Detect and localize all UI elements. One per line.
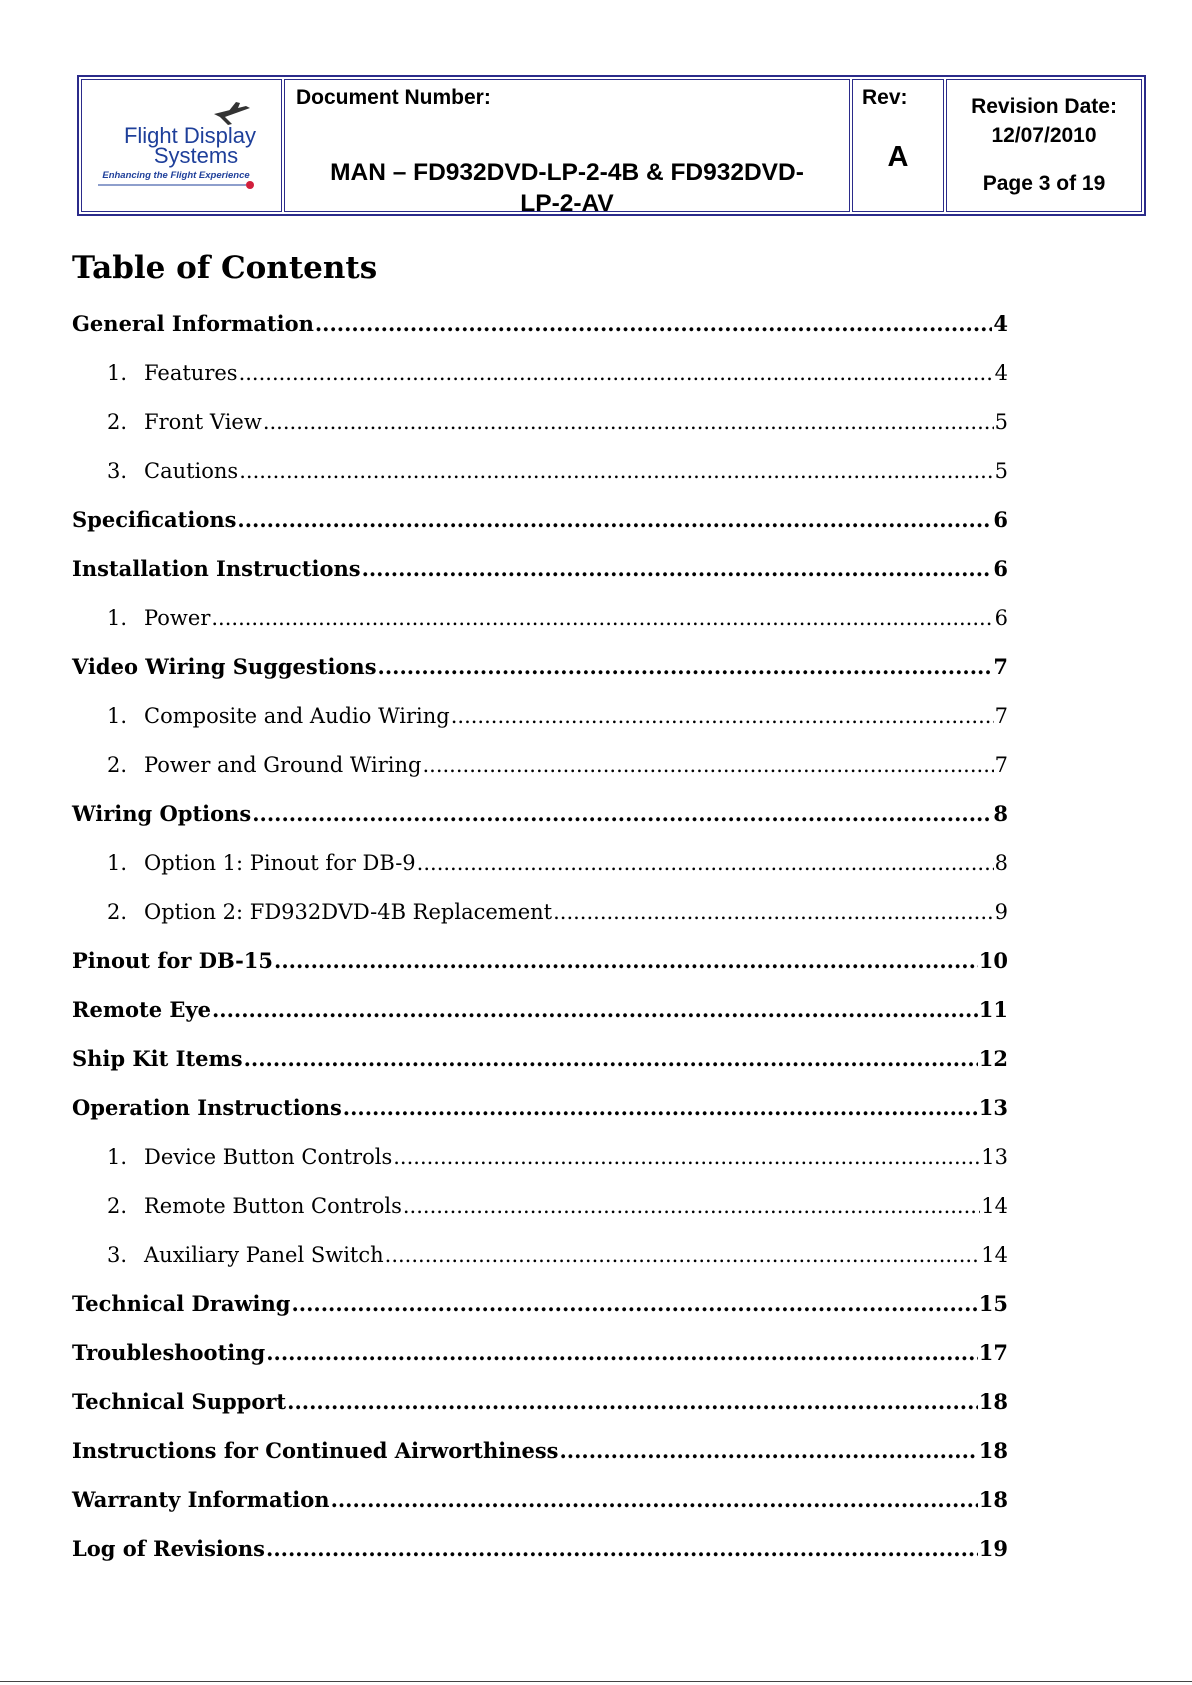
toc-entry-page: 14 [981, 1194, 1008, 1218]
toc-entry-subsection[interactable] [107, 848, 1008, 878]
toc-dot-leader [331, 1485, 978, 1515]
toc-dot-leader [274, 946, 978, 976]
toc-entry-title: Troubleshooting [72, 1340, 266, 1365]
toc-entry-title: Wiring Options [72, 801, 252, 826]
toc-entry-number: 3. [107, 1243, 128, 1267]
toc-entry-section[interactable] [72, 1387, 1008, 1417]
toc-entry-page: 4 [993, 311, 1008, 336]
toc-entry-page: 6 [993, 556, 1008, 581]
toc-entry-title: Installation Instructions [72, 556, 361, 581]
toc-entry-subsection[interactable] [107, 1191, 1008, 1221]
toc-entry-section[interactable] [72, 1338, 1008, 1368]
toc-entry-subsection[interactable] [107, 603, 1008, 633]
toc-entry-section[interactable] [72, 1289, 1008, 1319]
toc-entry-section[interactable] [72, 309, 1008, 339]
toc-dot-leader [403, 1191, 980, 1221]
toc-entry-number: 1. [107, 606, 128, 630]
toc-entry-number: 2. [107, 753, 128, 777]
toc-dot-leader [211, 603, 993, 633]
toc-title: Table of Contents [72, 250, 378, 286]
toc-dot-leader [553, 897, 994, 927]
toc-entry-page: 17 [978, 1340, 1008, 1365]
toc-entry-number: 2. [107, 900, 128, 924]
toc-entry-number: 2. [107, 410, 128, 434]
toc-entry-page: 5 [994, 410, 1008, 434]
document-header [77, 75, 1146, 216]
toc-entry-title: Power and Ground Wiring [144, 753, 422, 777]
toc-entry-title: Remote Button Controls [144, 1194, 402, 1218]
logo-dot [246, 181, 254, 189]
toc-entry-subsection[interactable] [107, 456, 1008, 486]
toc-entry-subsection[interactable] [107, 1240, 1008, 1270]
toc-entry-title: Option 2: FD932DVD-4B Replacement [144, 900, 553, 924]
toc-entry-title: Power [144, 606, 211, 630]
logo-line2: Systems [153, 143, 239, 168]
rev-value: A [887, 141, 909, 173]
toc-entry-title: Option 1: Pinout for DB-9 [144, 851, 416, 875]
toc-entry-subsection[interactable] [107, 358, 1008, 388]
toc-entry-page: 11 [978, 997, 1008, 1022]
airplane-icon [214, 102, 250, 125]
toc-entry-page: 8 [994, 851, 1008, 875]
logo-line1: Flight Display [123, 123, 257, 148]
toc-entry-number: 3. [107, 459, 128, 483]
toc-entry-page: 7 [993, 654, 1008, 679]
toc-dot-leader [266, 1338, 978, 1368]
toc-entry-page: 12 [978, 1046, 1008, 1071]
toc-entry-number: 1. [107, 851, 128, 875]
toc-entry-page: 8 [993, 801, 1008, 826]
page-bottom-rule [0, 1681, 1192, 1682]
toc-entry-title: Device Button Controls [144, 1145, 393, 1169]
toc-dot-leader [244, 1044, 978, 1074]
toc-entry-page: 6 [994, 606, 1008, 630]
toc-entry-title: Front View [144, 410, 262, 434]
flight-display-systems-logo [96, 102, 268, 194]
toc-entry-section[interactable] [72, 1093, 1008, 1123]
toc-entry-subsection[interactable] [107, 1142, 1008, 1172]
toc-entry-page: 18 [978, 1389, 1008, 1414]
toc-dot-leader [239, 358, 994, 388]
toc-entry-title: Ship Kit Items [72, 1046, 243, 1071]
toc-dot-leader [315, 309, 993, 339]
toc-entry-subsection[interactable] [107, 750, 1008, 780]
toc-entry-title: Remote Eye [72, 997, 211, 1022]
toc-dot-leader [385, 1240, 981, 1270]
toc-entry-page: 19 [978, 1536, 1008, 1561]
toc-dot-leader [266, 1534, 978, 1564]
toc-entry-page: 9 [994, 900, 1008, 924]
toc-dot-leader [417, 848, 994, 878]
toc-entry-page: 18 [978, 1487, 1008, 1512]
toc-entry-title: Auxiliary Panel Switch [144, 1243, 384, 1267]
toc-entry-page: 5 [994, 459, 1008, 483]
toc-entry-title: Technical Support [72, 1389, 287, 1414]
toc-entry-title: General Information [72, 311, 314, 336]
toc-entry-title: Technical Drawing [72, 1291, 291, 1316]
toc-dot-leader [239, 456, 993, 486]
toc-entry-page: 7 [994, 704, 1008, 728]
toc-dot-leader [422, 750, 993, 780]
toc-entry-section[interactable] [72, 1436, 1008, 1466]
toc-entry-section[interactable] [72, 505, 1008, 535]
rev-label: Rev: [862, 86, 908, 109]
toc-dot-leader [237, 505, 992, 535]
document-number-label: Document Number: [296, 86, 491, 109]
toc-entry-title: Pinout for DB-15 [72, 948, 274, 973]
toc-entry-section[interactable] [72, 1044, 1008, 1074]
toc-entry-title: Log of Revisions [72, 1536, 266, 1561]
toc-entry-title: Warranty Information [72, 1487, 330, 1512]
revision-date-label: Revision Date: [971, 95, 1117, 118]
document-number-value [285, 157, 849, 219]
toc-dot-leader [287, 1387, 978, 1417]
toc-dot-leader [378, 652, 993, 682]
document-number-line1: MAN – FD932DVD-LP-2-4B & FD932DVD- [330, 159, 804, 186]
page-number: Page 3 of 19 [982, 172, 1106, 195]
toc-entry-subsection[interactable] [107, 701, 1008, 731]
toc-entry-page: 13 [978, 1095, 1008, 1120]
toc-entry-section[interactable] [72, 652, 1008, 682]
toc-entry-section[interactable] [72, 799, 1008, 829]
logo-tagline: Enhancing the Flight Experience [102, 170, 250, 181]
toc-entry-title: Cautions [144, 459, 239, 483]
toc-entry-title: Instructions for Continued Airworthiness [72, 1438, 559, 1463]
toc-entry-title: Specifications [72, 507, 237, 532]
document-number-line2: LP-2-AV [520, 190, 614, 217]
document-number-cell [284, 79, 850, 217]
toc-entry-page: 14 [981, 1243, 1008, 1267]
toc-dot-leader [343, 1093, 978, 1123]
toc-entry-title: Video Wiring Suggestions [72, 654, 377, 679]
toc-dot-leader [451, 701, 994, 731]
toc-entry-number: 1. [107, 1145, 128, 1169]
toc-dot-leader [560, 1436, 978, 1466]
toc-entry-title: Features [144, 361, 238, 385]
logo-cell [81, 79, 282, 212]
toc-dot-leader [263, 407, 994, 437]
toc-entry-page: 13 [981, 1145, 1008, 1169]
toc-entry-page: 6 [993, 507, 1008, 532]
toc-dot-leader [252, 799, 992, 829]
toc-entry-section[interactable] [72, 1534, 1008, 1564]
toc-entry-page: 18 [978, 1438, 1008, 1463]
toc-entry-page: 15 [978, 1291, 1008, 1316]
toc-entry-section[interactable] [72, 995, 1008, 1025]
toc-entry-subsection[interactable] [107, 407, 1008, 437]
toc-entry-section[interactable] [72, 1485, 1008, 1515]
toc-entry-section[interactable] [72, 554, 1008, 584]
toc-entry-title: Composite and Audio Wiring [144, 704, 450, 728]
revision-date-cell [946, 79, 1142, 212]
toc-entry-number: 1. [107, 704, 128, 728]
toc-dot-leader [291, 1289, 977, 1319]
toc-dot-leader [212, 995, 978, 1025]
revision-cell [852, 79, 944, 212]
toc-entry-number: 1. [107, 361, 128, 385]
revision-date-value: 12/07/2010 [991, 124, 1097, 147]
toc-entry-page: 4 [994, 361, 1008, 385]
toc-entry-subsection[interactable] [107, 897, 1008, 927]
toc-entry-title: Operation Instructions [72, 1095, 342, 1120]
toc-entry-section[interactable] [72, 946, 1008, 976]
toc-entry-page: 7 [994, 753, 1008, 777]
toc-entry-number: 2. [107, 1194, 128, 1218]
toc-dot-leader [393, 1142, 980, 1172]
toc-dot-leader [362, 554, 993, 584]
toc-entry-page: 10 [978, 948, 1008, 973]
